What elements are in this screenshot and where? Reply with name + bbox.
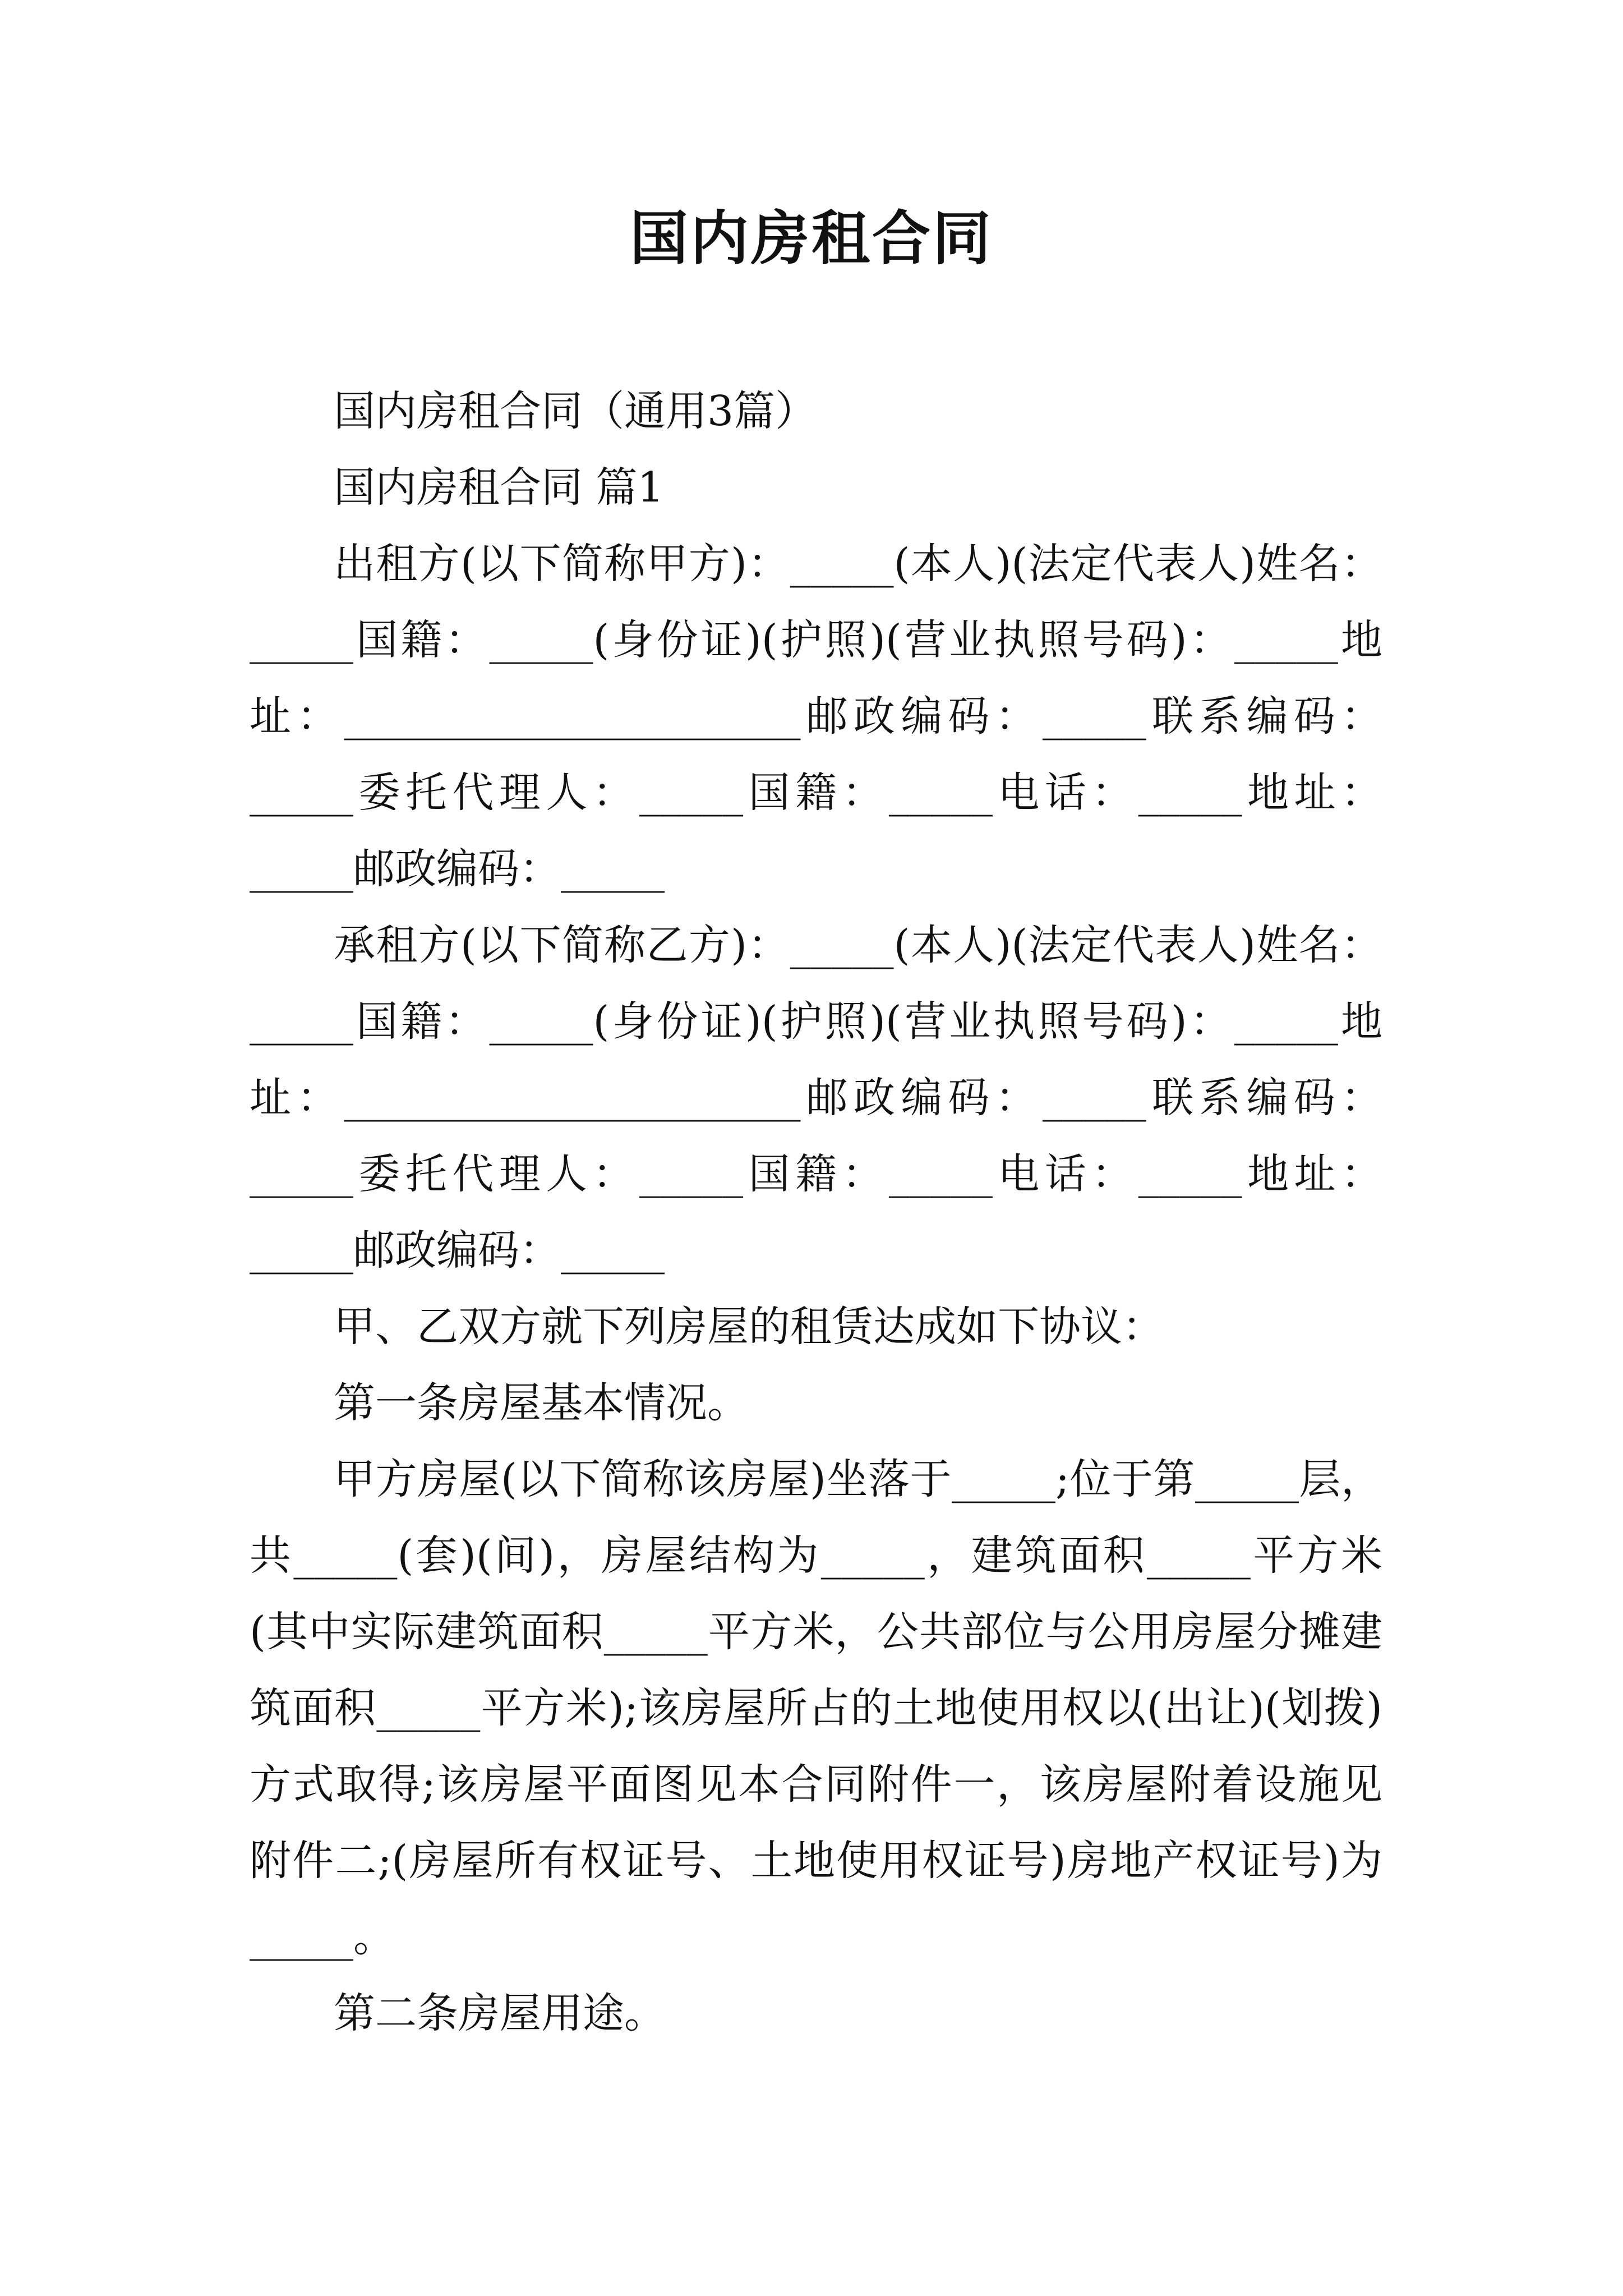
document-body bbox=[250, 373, 1382, 2051]
lessor-info-paragraph: 出租方(以下简称甲方)：_____(本人)(法定代表人)姓名：_____国籍：_____(身份证)(护照)(营业执照号码)：_____地址：______________________邮政编码：_____联系编码：_____委托代理人：_____国籍：_____电话：_____地址：_____邮政编码：_____ bbox=[250, 540, 1382, 893]
document-subtitle: 国内房租合同（通用3篇） bbox=[334, 387, 817, 435]
lessee-info-paragraph: 承租方(以下简称乙方)：_____(本人)(法定代表人)姓名：_____国籍：_____(身份证)(护照)(营业执照号码)：_____地址：______________________邮政编码：_____联系编码：_____委托代理人：_____国籍：_____电话：_____地址：_____邮政编码：_____ bbox=[250, 921, 1382, 1274]
article-1-body: 甲方房屋(以下简称该房屋)坐落于_____;位于第_____层，共_____(套)(间)，房屋结构为_____，建筑面积_____平方米(其中实际建筑面积_____平方米，公共部位与公用房屋分摊建筑面积_____平方米);该房屋所占的土地使用权以(出让)(划拨)方式取得;该房屋平面图见本合同附件一，该房屋附着设施见附件二;(房屋所有权证号、土地使用权证号)房地产权证号)为_____。 bbox=[250, 1455, 1382, 1961]
article-1-heading: 第一条房屋基本情况。 bbox=[334, 1379, 749, 1427]
agreement-intro-paragraph: 甲、乙双方就下列房屋的租赁达成如下协议： bbox=[334, 1303, 1164, 1351]
section-heading: 国内房租合同 篇1 bbox=[334, 463, 664, 512]
article-2-heading: 第二条房屋用途。 bbox=[334, 1989, 666, 2037]
document-title: 国内房租合同 bbox=[629, 204, 993, 273]
